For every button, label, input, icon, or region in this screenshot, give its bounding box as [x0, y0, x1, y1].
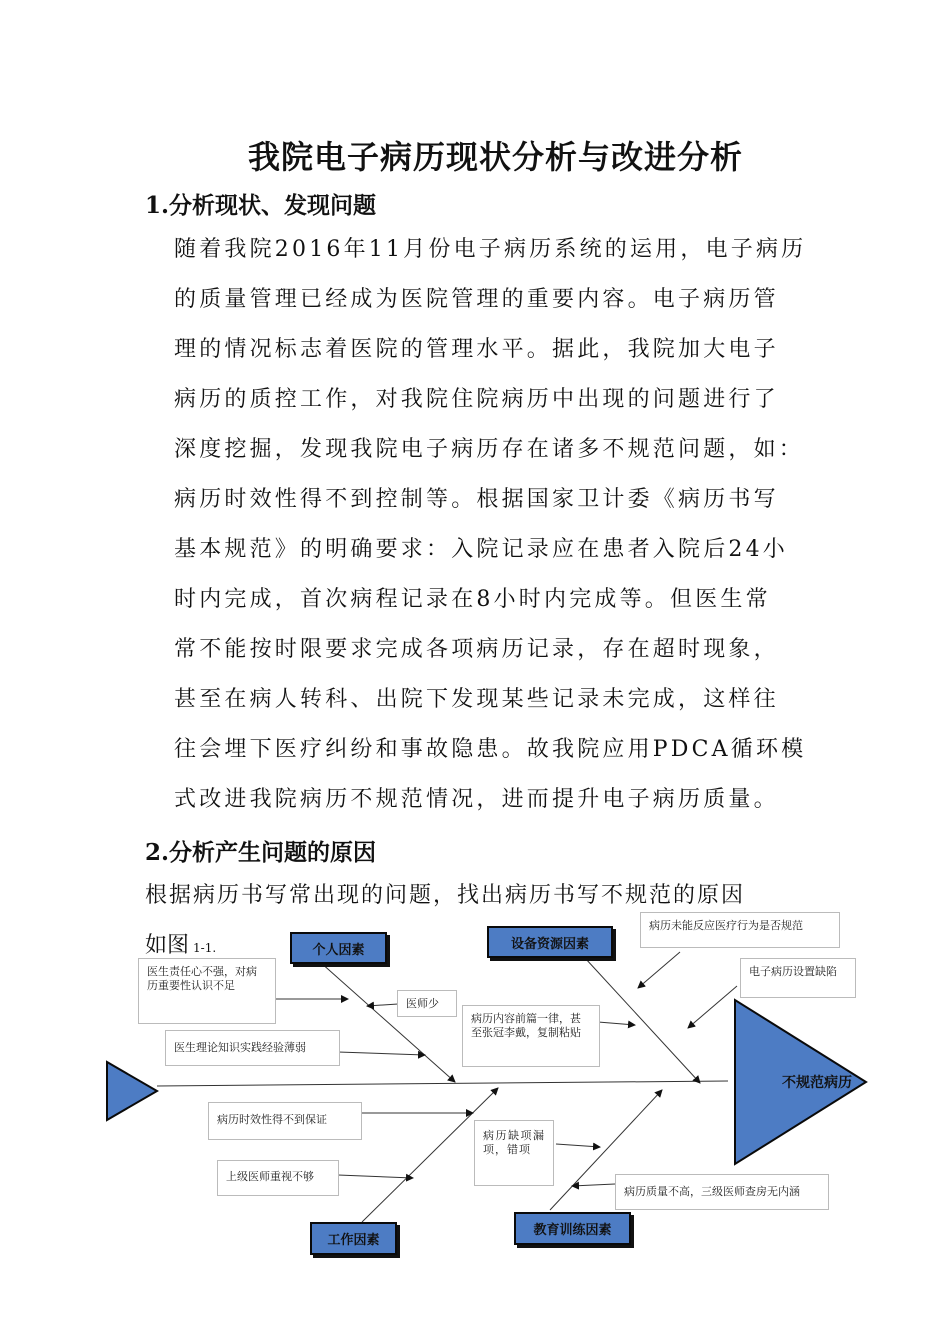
section2-intro: 根据病历书写常出现的问题，找出病历书写不规范的原因: [145, 883, 746, 908]
figure-ref-text: 如图: [145, 933, 190, 958]
cause-arrow-c3: [367, 1004, 398, 1006]
paragraph-line: 理的情况标志着医院的管理水平。据此，我院加大电子: [174, 337, 779, 362]
paragraph-line: 式改进我院病历不规范情况，进而提升电子病历质量。: [174, 787, 779, 812]
cause-arrow-c10: [572, 1184, 615, 1186]
paragraph-line: 随着我院2016年11月份电子病历系统的运用，电子病历: [174, 237, 807, 262]
paragraph-line: 基本规范》的明确要求：入院记录应在患者入院后24小: [174, 537, 788, 562]
category-education: 教育训练因素: [514, 1212, 631, 1245]
section1-paragraph: [174, 230, 834, 830]
cause-c4: 病历内容前篇一律，甚至张冠李戴，复制粘贴: [462, 1005, 600, 1067]
category-equipment: 设备资源因素: [487, 926, 613, 958]
paragraph-line: 深度挖掘，发现我院电子病历存在诸多不规范问题，如：: [174, 437, 805, 462]
cause-c1: 医生责任心不强，对病历重要性认识不足: [138, 958, 276, 1024]
cause-arrow-c6: [688, 986, 737, 1028]
cause-arrow-c4: [598, 1022, 635, 1025]
cause-c2: 医生理论知识实践经验薄弱: [165, 1030, 340, 1066]
paragraph-line: 时内完成，首次病程记录在8小时内完成等。但医生常: [174, 587, 771, 612]
bone-equipment: [585, 958, 700, 1083]
section-heading-2: 2.分析产生问题的原因: [145, 839, 377, 866]
tail-triangle: [107, 1062, 157, 1120]
paragraph-line: 病历时效性得不到控制等。根据国家卫计委《病历书写: [174, 487, 779, 512]
paragraph-line: 的质量管理已经成为医院管理的重要内容。电子病历管: [174, 287, 779, 312]
cause-arrow-c9: [556, 1144, 600, 1147]
cause-arrow-c8: [338, 1175, 413, 1178]
cause-c10: 病历质量不高，三级医师查房无内涵: [615, 1174, 829, 1210]
fishbone-diagram: [0, 900, 950, 1300]
paragraph-line: 甚至在病人转科、出院下发现某些记录未完成，这样往: [174, 687, 779, 712]
paragraph-line: 往会埋下医疗纠纷和事故隐患。故我院应用PDCA循环模: [174, 737, 807, 762]
category-personal: 个人因素: [290, 932, 387, 964]
paragraph-line: 病历的质控工作，对我院住院病历中出现的问题进行了: [174, 387, 779, 412]
cause-c8: 上级医师重视不够: [217, 1160, 339, 1196]
cause-c5: 病历未能反应医疗行为是否规范: [640, 912, 840, 948]
cause-arrow-c5: [638, 952, 680, 988]
section-heading-1: 1.分析现状、发现问题: [145, 192, 377, 219]
spine-line: [157, 1081, 728, 1086]
cause-c7: 病历时效性得不到保证: [208, 1102, 362, 1140]
category-work: 工作因素: [310, 1222, 397, 1255]
bone-personal: [320, 962, 455, 1082]
cause-arrow-c2: [338, 1052, 425, 1055]
cause-c3: 医师少: [397, 990, 457, 1017]
cause-c6: 电子病历设置缺陷: [740, 958, 856, 998]
document-title: 我院电子病历现状分析与改进分析: [248, 138, 744, 176]
effect-label: 不规范病历: [782, 1075, 852, 1091]
paragraph-line: 常不能按时限要求完成各项病历记录，存在超时现象，: [174, 637, 779, 662]
cause-c9: 病历缺项漏项，错项: [474, 1120, 554, 1186]
figure-number: 1-1.: [193, 941, 217, 955]
